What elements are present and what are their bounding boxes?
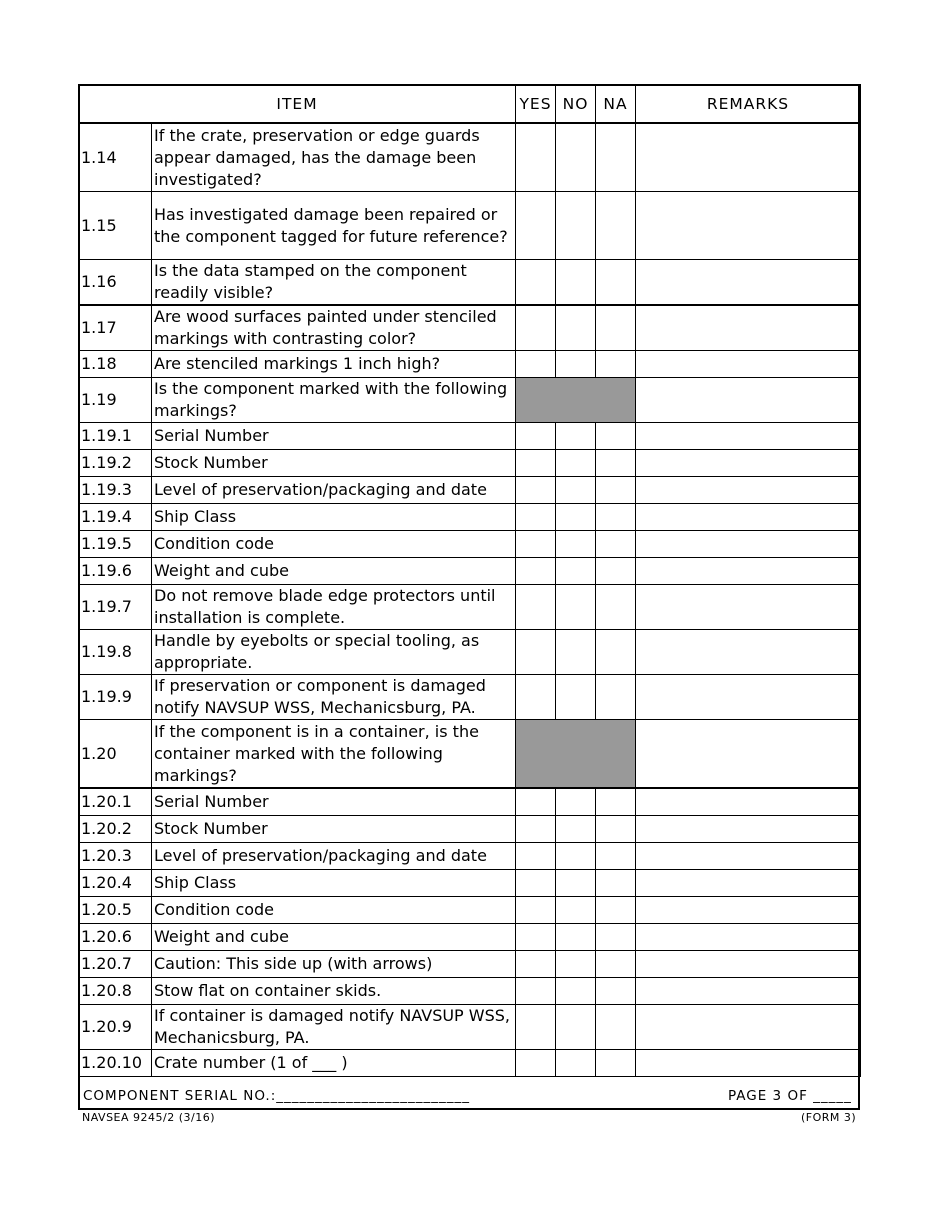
yes-cell[interactable] — [516, 558, 556, 585]
item-text: Stock Number — [152, 816, 516, 843]
item-text: Is the component marked with the following markings? — [152, 378, 516, 423]
no-cell[interactable] — [556, 123, 596, 192]
shaded-cell — [516, 720, 636, 789]
na-cell[interactable] — [596, 123, 636, 192]
table-row — [79, 504, 861, 531]
form-number: (FORM 3) — [801, 1111, 857, 1124]
remarks-cell[interactable] — [636, 351, 861, 378]
yes-cell[interactable] — [516, 951, 556, 978]
yes-cell[interactable] — [516, 843, 556, 870]
yes-cell[interactable] — [516, 788, 556, 816]
yes-cell[interactable] — [516, 477, 556, 504]
no-cell[interactable] — [556, 260, 596, 306]
no-cell[interactable] — [556, 788, 596, 816]
yes-cell[interactable] — [516, 897, 556, 924]
no-cell[interactable] — [556, 531, 596, 558]
item-number: 1.20.3 — [79, 843, 152, 870]
yes-cell[interactable] — [516, 870, 556, 897]
remarks-cell[interactable] — [636, 1050, 861, 1077]
form-identifier: NAVSEA 9245/2 (3/16) — [82, 1111, 216, 1124]
no-cell[interactable] — [556, 558, 596, 585]
no-cell[interactable] — [556, 192, 596, 260]
item-text: If container is damaged notify NAVSUP WSS, Mechanicsburg, PA. — [152, 1005, 516, 1050]
no-cell[interactable] — [556, 305, 596, 351]
item-number: 1.20.2 — [79, 816, 152, 843]
item-text: Level of preservation/packaging and date — [152, 477, 516, 504]
item-text: If the crate, preservation or edge guards appear damaged, has the damage been investigated? — [152, 123, 516, 192]
na-cell[interactable] — [596, 351, 636, 378]
remarks-cell[interactable] — [636, 897, 861, 924]
na-cell[interactable] — [596, 675, 636, 720]
remarks-header: REMARKS — [636, 85, 861, 124]
item-text: Serial Number — [152, 423, 516, 450]
remarks-cell[interactable] — [636, 924, 861, 951]
yes-cell[interactable] — [516, 675, 556, 720]
item-number: 1.19.3 — [79, 477, 152, 504]
item-text: Stow flat on container skids. — [152, 978, 516, 1005]
na-cell[interactable] — [596, 477, 636, 504]
item-number: 1.20.1 — [79, 788, 152, 816]
item-text: Are stenciled markings 1 inch high? — [152, 351, 516, 378]
table-row — [79, 924, 861, 951]
no-cell[interactable] — [556, 951, 596, 978]
na-cell[interactable] — [596, 816, 636, 843]
table-row — [79, 423, 861, 450]
item-text: Ship Class — [152, 504, 516, 531]
no-cell[interactable] — [556, 843, 596, 870]
yes-cell[interactable] — [516, 305, 556, 351]
item-number: 1.15 — [79, 192, 152, 260]
item-number: 1.18 — [79, 351, 152, 378]
no-cell[interactable] — [556, 978, 596, 1005]
item-number: 1.20.6 — [79, 924, 152, 951]
no-cell[interactable] — [556, 585, 596, 630]
item-number: 1.16 — [79, 260, 152, 306]
item-number: 1.17 — [79, 305, 152, 351]
remarks-cell[interactable] — [636, 675, 861, 720]
item-number: 1.19.8 — [79, 630, 152, 675]
table-row — [79, 870, 861, 897]
item-number: 1.19.6 — [79, 558, 152, 585]
remarks-cell[interactable] — [636, 585, 861, 630]
table-row — [79, 1050, 861, 1077]
item-number: 1.19.4 — [79, 504, 152, 531]
table-row — [79, 843, 861, 870]
item-text: Condition code — [152, 531, 516, 558]
na-cell[interactable] — [596, 630, 636, 675]
remarks-cell[interactable] — [636, 504, 861, 531]
yes-cell[interactable] — [516, 585, 556, 630]
table-row — [79, 123, 861, 192]
remarks-cell[interactable] — [636, 531, 861, 558]
no-cell[interactable] — [556, 423, 596, 450]
na-cell[interactable] — [596, 897, 636, 924]
table-row — [79, 788, 861, 816]
remarks-cell[interactable] — [636, 260, 861, 306]
yes-cell[interactable] — [516, 630, 556, 675]
table-row — [79, 978, 861, 1005]
item-text: Ship Class — [152, 870, 516, 897]
item-number: 1.20.4 — [79, 870, 152, 897]
remarks-cell[interactable] — [636, 1005, 861, 1050]
na-cell[interactable] — [596, 585, 636, 630]
table-row — [79, 675, 861, 720]
item-number: 1.19.7 — [79, 585, 152, 630]
yes-cell[interactable] — [516, 351, 556, 378]
yes-cell[interactable] — [516, 1005, 556, 1050]
no-cell[interactable] — [556, 675, 596, 720]
table-row — [79, 816, 861, 843]
item-text: If preservation or component is damaged notify NAVSUP WSS, Mechanicsburg, PA. — [152, 675, 516, 720]
item-text: Handle by eyebolts or special tooling, as appropriate. — [152, 630, 516, 675]
remarks-cell[interactable] — [636, 423, 861, 450]
remarks-cell[interactable] — [636, 978, 861, 1005]
remarks-cell[interactable] — [636, 477, 861, 504]
remarks-cell[interactable] — [636, 951, 861, 978]
na-cell[interactable] — [596, 924, 636, 951]
remarks-cell[interactable] — [636, 720, 861, 789]
na-cell[interactable] — [596, 1050, 636, 1077]
table-row — [79, 192, 861, 260]
na-cell[interactable] — [596, 423, 636, 450]
inspection-checklist-table — [78, 84, 861, 1077]
yes-cell[interactable] — [516, 816, 556, 843]
na-cell[interactable] — [596, 788, 636, 816]
item-text: Weight and cube — [152, 558, 516, 585]
no-cell[interactable] — [556, 351, 596, 378]
table-row — [79, 260, 861, 306]
yes-cell[interactable] — [516, 531, 556, 558]
item-number: 1.20.7 — [79, 951, 152, 978]
remarks-cell[interactable] — [636, 450, 861, 477]
no-cell[interactable] — [556, 1050, 596, 1077]
item-number: 1.19.9 — [79, 675, 152, 720]
header-row — [79, 85, 861, 124]
yes-cell[interactable] — [516, 1050, 556, 1077]
item-text: Stock Number — [152, 450, 516, 477]
item-number: 1.20.10 — [79, 1050, 152, 1077]
table-row — [79, 305, 861, 351]
item-text: Level of preservation/packaging and date — [152, 843, 516, 870]
table-row — [79, 951, 861, 978]
no-cell[interactable] — [556, 924, 596, 951]
item-header: ITEM — [79, 85, 516, 124]
item-number: 1.19 — [79, 378, 152, 423]
item-text: Weight and cube — [152, 924, 516, 951]
item-number: 1.20.5 — [79, 897, 152, 924]
item-number: 1.20.8 — [79, 978, 152, 1005]
shaded-cell — [516, 378, 636, 423]
item-number: 1.19.1 — [79, 423, 152, 450]
item-number: 1.19.2 — [79, 450, 152, 477]
no-cell[interactable] — [556, 870, 596, 897]
item-text: Do not remove blade edge protectors until installation is complete. — [152, 585, 516, 630]
no-cell[interactable] — [556, 630, 596, 675]
item-text: Are wood surfaces painted under stenciled markings with contrasting color? — [152, 305, 516, 351]
table-row — [79, 450, 861, 477]
remarks-cell[interactable] — [636, 378, 861, 423]
table-row — [79, 1005, 861, 1050]
item-number: 1.19.5 — [79, 531, 152, 558]
remarks-cell[interactable] — [636, 305, 861, 351]
yes-cell[interactable] — [516, 260, 556, 306]
yes-cell[interactable] — [516, 192, 556, 260]
table-row — [79, 378, 861, 423]
item-number: 1.20 — [79, 720, 152, 789]
component-serial-field[interactable]: COMPONENT SERIAL NO.:_________________________ — [83, 1088, 471, 1104]
remarks-cell[interactable] — [636, 192, 861, 260]
item-text: Condition code — [152, 897, 516, 924]
table-row — [79, 351, 861, 378]
item-text: If the component is in a container, is the container marked with the following markings? — [152, 720, 516, 789]
no-cell[interactable] — [556, 504, 596, 531]
item-number: 1.14 — [79, 123, 152, 192]
table-row — [79, 531, 861, 558]
no-cell[interactable] — [556, 816, 596, 843]
yes-cell[interactable] — [516, 924, 556, 951]
na-header: NA — [596, 85, 636, 124]
na-cell[interactable] — [596, 558, 636, 585]
remarks-cell[interactable] — [636, 788, 861, 816]
na-cell[interactable] — [596, 305, 636, 351]
remarks-cell[interactable] — [636, 843, 861, 870]
na-cell[interactable] — [596, 192, 636, 260]
remarks-cell[interactable] — [636, 870, 861, 897]
remarks-cell[interactable] — [636, 558, 861, 585]
na-cell[interactable] — [596, 450, 636, 477]
table-row — [79, 585, 861, 630]
no-cell[interactable] — [556, 1005, 596, 1050]
table-row — [79, 477, 861, 504]
na-cell[interactable] — [596, 1005, 636, 1050]
item-text: Serial Number — [152, 788, 516, 816]
no-header: NO — [556, 85, 596, 124]
yes-cell[interactable] — [516, 504, 556, 531]
no-cell[interactable] — [556, 897, 596, 924]
item-text: Has investigated damage been repaired or the component tagged for future reference? — [152, 192, 516, 260]
no-cell[interactable] — [556, 450, 596, 477]
table-row — [79, 558, 861, 585]
remarks-cell[interactable] — [636, 816, 861, 843]
yes-cell[interactable] — [516, 423, 556, 450]
table-row — [79, 897, 861, 924]
na-cell[interactable] — [596, 870, 636, 897]
na-cell[interactable] — [596, 843, 636, 870]
na-cell[interactable] — [596, 260, 636, 306]
page-number-field[interactable]: PAGE 3 OF _____ — [728, 1088, 852, 1104]
na-cell[interactable] — [596, 531, 636, 558]
yes-cell[interactable] — [516, 450, 556, 477]
na-cell[interactable] — [596, 504, 636, 531]
no-cell[interactable] — [556, 477, 596, 504]
yes-cell[interactable] — [516, 123, 556, 192]
item-text: Crate number (1 of ___ ) — [152, 1050, 516, 1077]
item-number: 1.20.9 — [79, 1005, 152, 1050]
yes-header: YES — [516, 85, 556, 124]
remarks-cell[interactable] — [636, 123, 861, 192]
remarks-cell[interactable] — [636, 630, 861, 675]
table-row — [79, 720, 861, 789]
na-cell[interactable] — [596, 978, 636, 1005]
yes-cell[interactable] — [516, 978, 556, 1005]
item-text: Is the data stamped on the component readily visible? — [152, 260, 516, 306]
item-text: Caution: This side up (with arrows) — [152, 951, 516, 978]
na-cell[interactable] — [596, 951, 636, 978]
table-row — [79, 630, 861, 675]
